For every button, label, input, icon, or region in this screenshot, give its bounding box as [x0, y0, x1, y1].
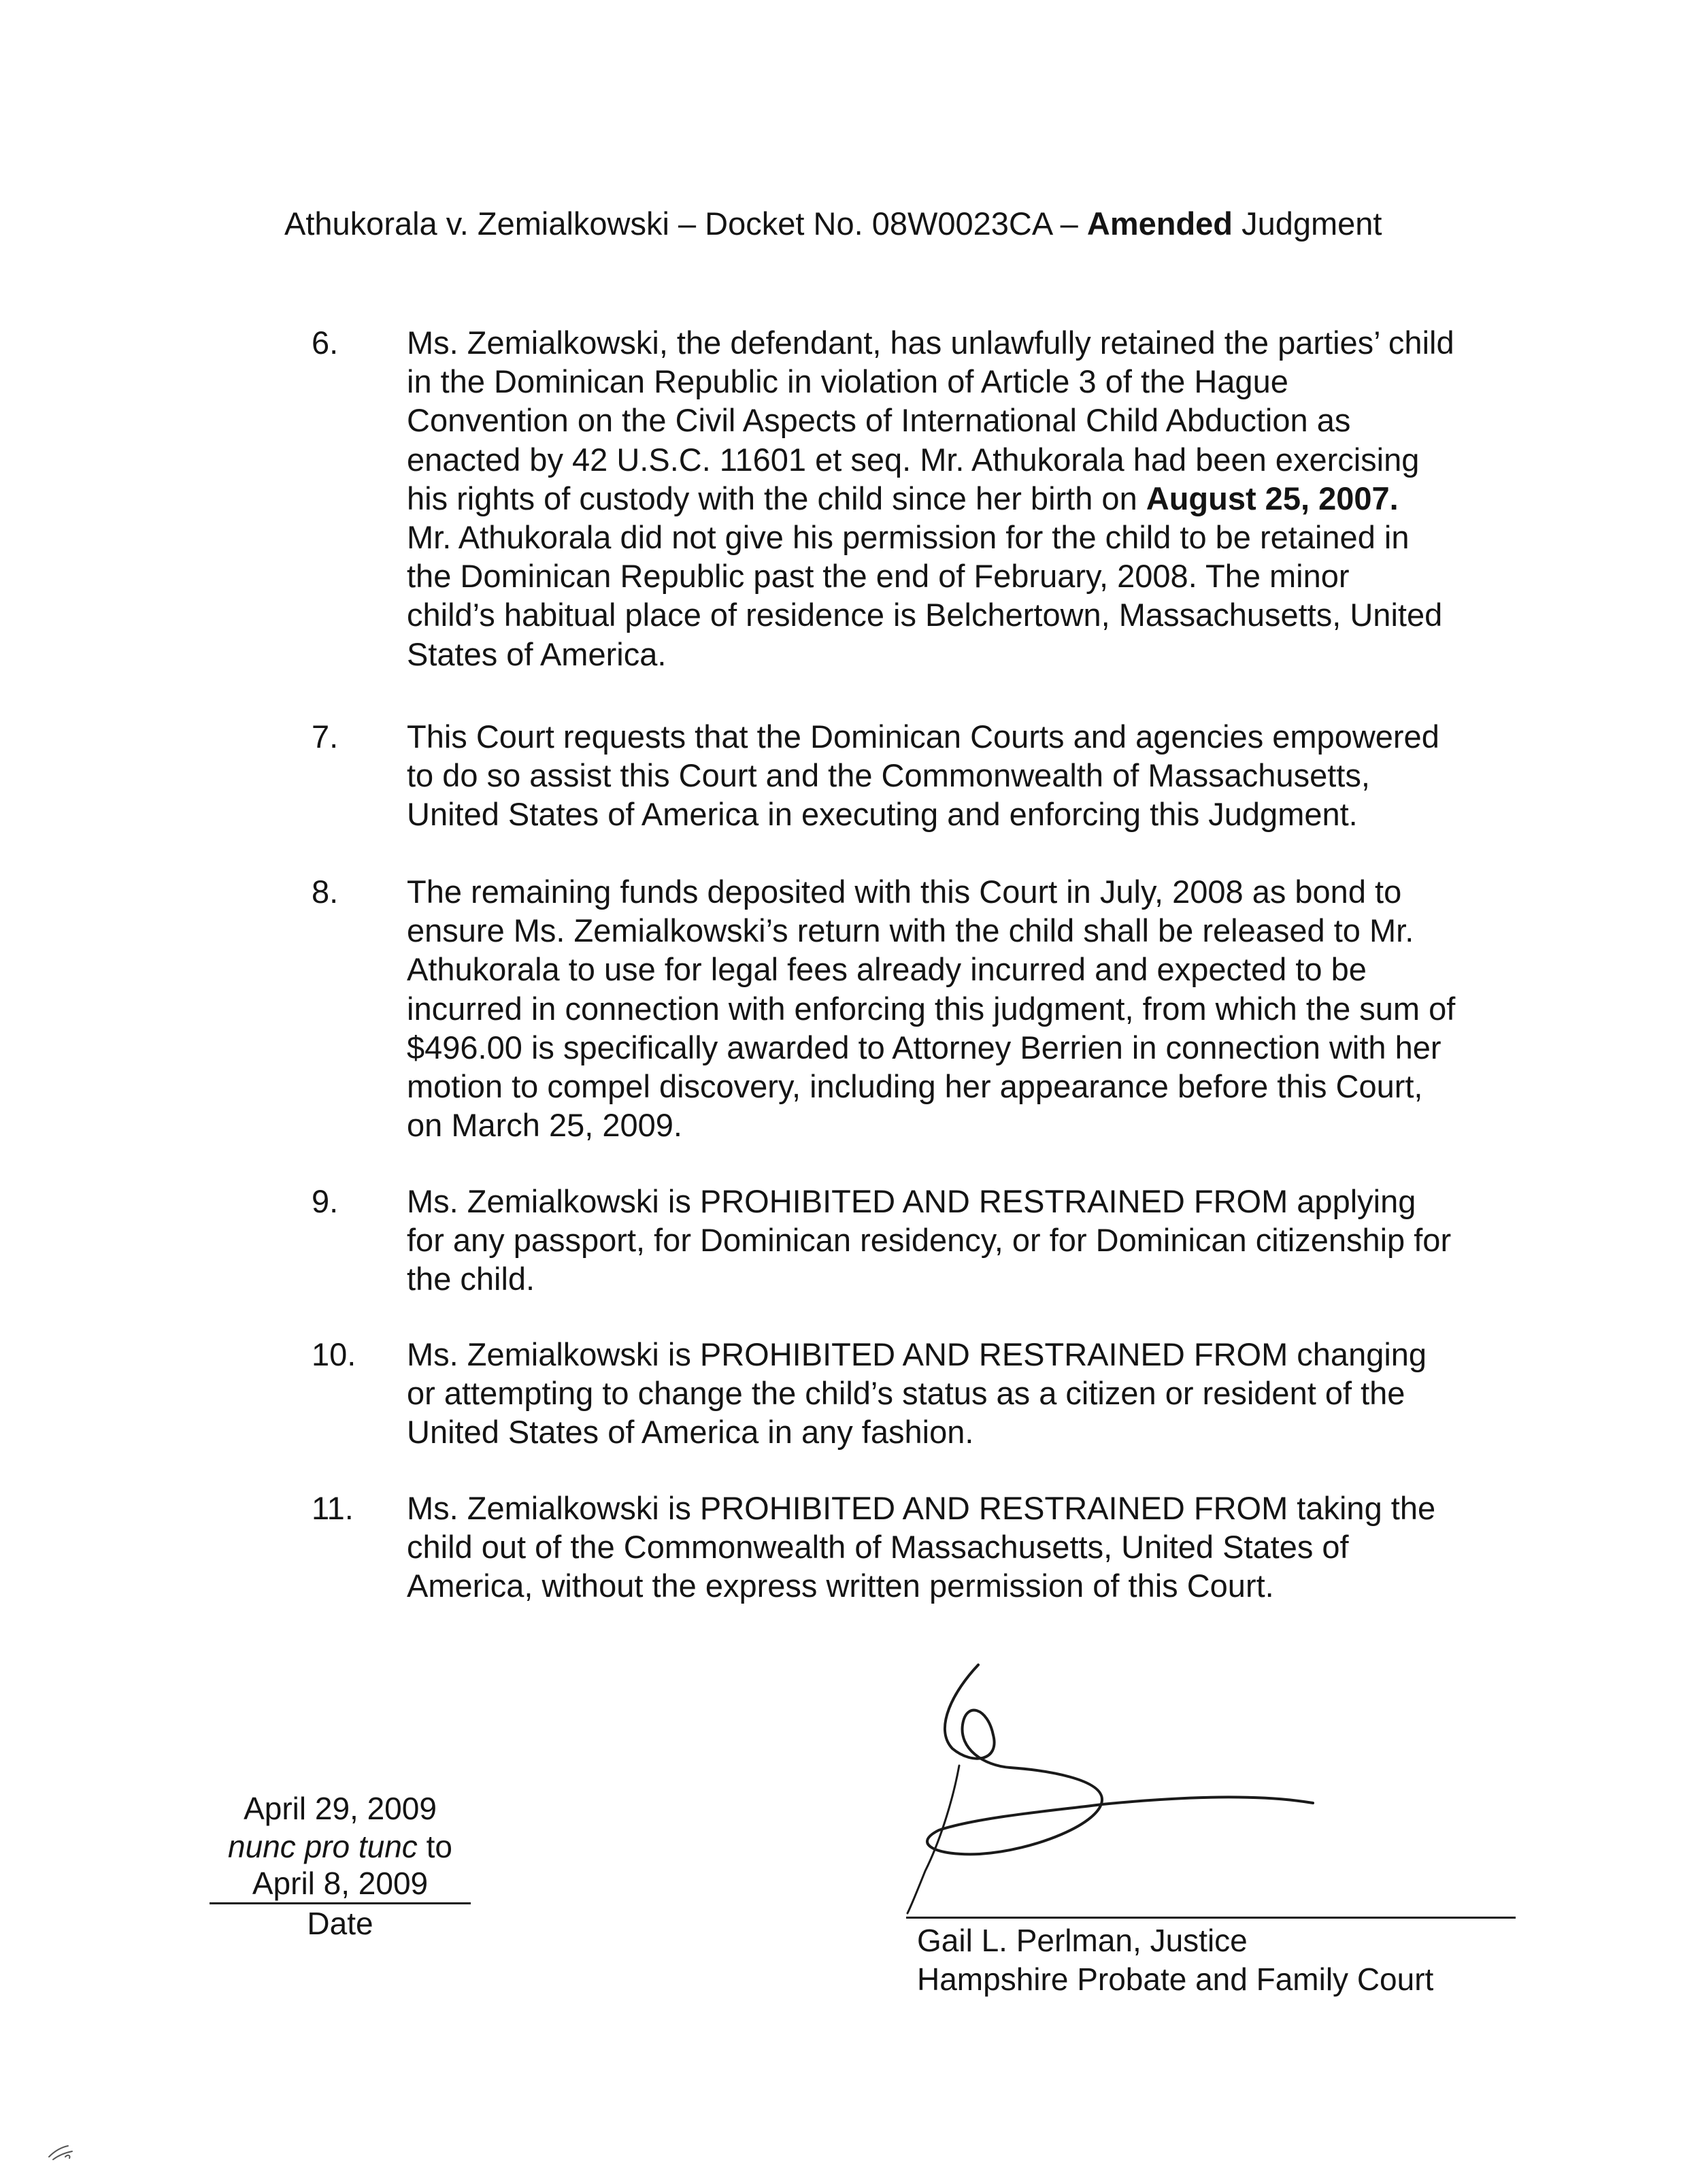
- item-line: Ms. Zemialkowski is PROHIBITED AND RESTRAINED FROM changing: [407, 1336, 1427, 1372]
- nunc-pro-tunc-to: to: [417, 1829, 452, 1864]
- item-line: [407, 479, 1529, 518]
- signature-line: [906, 1917, 1516, 1919]
- item-line: the child.: [407, 1261, 535, 1297]
- item-line: Ms. Zemialkowski, the defendant, has unlawfully retained the parties’ child: [407, 325, 1454, 361]
- nunc-pro-tunc-line: [204, 1827, 476, 1866]
- item-text: [407, 1182, 1529, 1299]
- item-line: in the Dominican Republic in violation of Article 3 of the Hague: [407, 363, 1288, 400]
- item-line: Ms. Zemialkowski is PROHIBITED AND RESTRAINED FROM applying: [407, 1183, 1416, 1219]
- item-line: for any passport, for Dominican residency, or for Dominican citizenship for: [407, 1222, 1452, 1259]
- item-text: [407, 1335, 1529, 1452]
- item-number: 9.: [312, 1183, 339, 1219]
- item-line: United States of America in any fashion.: [407, 1414, 974, 1451]
- item-number: 11.: [312, 1490, 354, 1526]
- item-line: or attempting to change the child’s status as a citizen or resident of the: [407, 1375, 1405, 1412]
- item-text: [407, 1489, 1529, 1606]
- item-line: Mr. Athukorala did not give his permission for the child to be retained in: [407, 519, 1410, 556]
- header-prefix: Athukorala v. Zemialkowski – Docket No. 08W0023CA –: [284, 205, 1087, 242]
- item-line: child out of the Commonwealth of Massachusetts, United States of: [407, 1529, 1349, 1566]
- court-name: Hampshire Probate and Family Court: [917, 1962, 1434, 1997]
- item-line: ensure Ms. Zemialkowski’s return with the child shall be released to Mr.: [407, 912, 1414, 949]
- item-line: motion to compel discovery, including her appearance before this Court,: [407, 1068, 1423, 1105]
- birth-date: August 25, 2007.: [1146, 480, 1399, 516]
- item-line: child’s habitual place of residence is Belchertown, Massachusetts, United: [407, 597, 1443, 633]
- item-text: [407, 323, 1529, 674]
- item-line: Convention on the Civil Aspects of International Child Abduction as: [407, 402, 1351, 439]
- item-line: Athukorala to use for legal fees already incurred and expected to be: [407, 951, 1367, 988]
- item-line: The remaining funds deposited with this Court in July, 2008 as bond to: [407, 874, 1402, 910]
- item-line: United States of America in executing and enforcing this Judgment.: [407, 796, 1358, 833]
- date-label: Date: [307, 1906, 373, 1941]
- date-block: [204, 1789, 476, 1942]
- item-line: the Dominican Republic past the end of February, 2008. The minor: [407, 558, 1350, 595]
- item-number: 6.: [312, 325, 339, 361]
- item-line: America, without the express written permission of this Court.: [407, 1568, 1274, 1604]
- item-number: 10.: [312, 1336, 356, 1372]
- item-number: 8.: [312, 874, 339, 910]
- item-line: This Court requests that the Dominican Courts and agencies empowered: [407, 718, 1439, 755]
- handwritten-signature: [898, 1647, 1347, 1919]
- header-suffix: Judgment: [1233, 205, 1382, 242]
- judge-name: Gail L. Perlman, Justice: [917, 1923, 1248, 1958]
- item-number: 7.: [312, 718, 339, 755]
- item-line: $496.00 is specifically awarded to Attorney Berrien in connection with her: [407, 1029, 1441, 1065]
- item-text: [407, 872, 1529, 1144]
- date-signed: April 29, 2009: [244, 1791, 437, 1826]
- nunc-pro-tunc: nunc pro tunc: [228, 1829, 418, 1864]
- signature-block: [917, 1921, 1433, 1999]
- item-text: [407, 717, 1529, 834]
- document-header: [284, 204, 1382, 244]
- item-line: States of America.: [407, 635, 667, 672]
- item-line: incurred in connection with enforcing this judgment, from which the sum of: [407, 990, 1456, 1027]
- effective-date: April 8, 2009: [210, 1866, 471, 1904]
- scan-mark-icon: [45, 2136, 79, 2164]
- item-line: enacted by 42 U.S.C. 11601 et seq. Mr. Athukorala had been exercising: [407, 441, 1420, 478]
- item-line-part: his rights of custody with the child since her birth on: [407, 480, 1146, 516]
- item-line: to do so assist this Court and the Commonwealth of Massachusetts,: [407, 757, 1370, 794]
- item-line: on March 25, 2009.: [407, 1107, 682, 1144]
- header-amended: Amended: [1086, 205, 1233, 242]
- item-line: Ms. Zemialkowski is PROHIBITED AND RESTRAINED FROM taking the: [407, 1490, 1436, 1526]
